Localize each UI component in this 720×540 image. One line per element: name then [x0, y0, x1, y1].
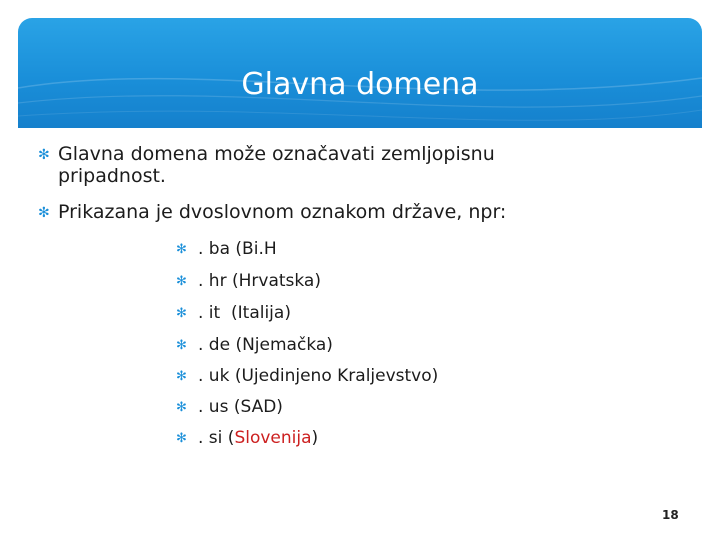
- sub-bullet-item: [176, 397, 283, 418]
- asterisk-bullet-icon: ✻: [38, 147, 50, 163]
- sub-bullet-text: . de (Njemačka): [198, 335, 333, 355]
- sub-bullet-suffix: ): [311, 428, 319, 448]
- asterisk-bullet-icon: ✻: [176, 400, 187, 415]
- sub-bullet-item: [176, 303, 291, 324]
- page-number: 18: [662, 508, 679, 522]
- asterisk-bullet-icon: ✻: [176, 306, 187, 321]
- bullet-item: [38, 143, 678, 187]
- sub-bullet-text: . us (SAD): [198, 397, 283, 417]
- bullet-item: [38, 201, 678, 224]
- sub-bullet-text: . hr (Hrvatska): [198, 271, 321, 291]
- sub-bullet-text: . ba (Bi.H: [198, 239, 277, 259]
- asterisk-bullet-icon: ✻: [176, 242, 187, 257]
- bullet-text: Prikazana je dvoslovnom oznakom države, npr:: [58, 201, 507, 223]
- sub-bullet-item: [176, 271, 321, 292]
- bullet-text: [58, 143, 495, 187]
- asterisk-bullet-icon: ✻: [38, 205, 50, 221]
- sub-bullet-text: . uk (Ujedinjeno Kraljevstvo): [198, 366, 439, 386]
- sub-bullet-text: . it (Italija): [198, 303, 291, 323]
- sub-bullet-item: [176, 335, 333, 356]
- highlighted-country: Slovenija: [234, 428, 312, 448]
- asterisk-bullet-icon: ✻: [176, 369, 187, 384]
- bullet-text-line-1: Glavna domena može označavati zemljopisnu: [58, 143, 495, 165]
- sub-bullet-prefix: . si (: [198, 428, 235, 448]
- asterisk-bullet-icon: ✻: [176, 431, 187, 446]
- asterisk-bullet-icon: ✻: [176, 338, 187, 353]
- sub-bullet-text: [198, 428, 318, 448]
- slide-title: Glavna domena: [241, 67, 479, 102]
- asterisk-bullet-icon: ✻: [176, 274, 187, 289]
- sub-bullet-item: [176, 428, 318, 449]
- sub-bullet-item: [176, 239, 277, 260]
- bullet-text-line-2: pripadnost.: [58, 165, 166, 187]
- sub-bullet-item: [176, 366, 438, 387]
